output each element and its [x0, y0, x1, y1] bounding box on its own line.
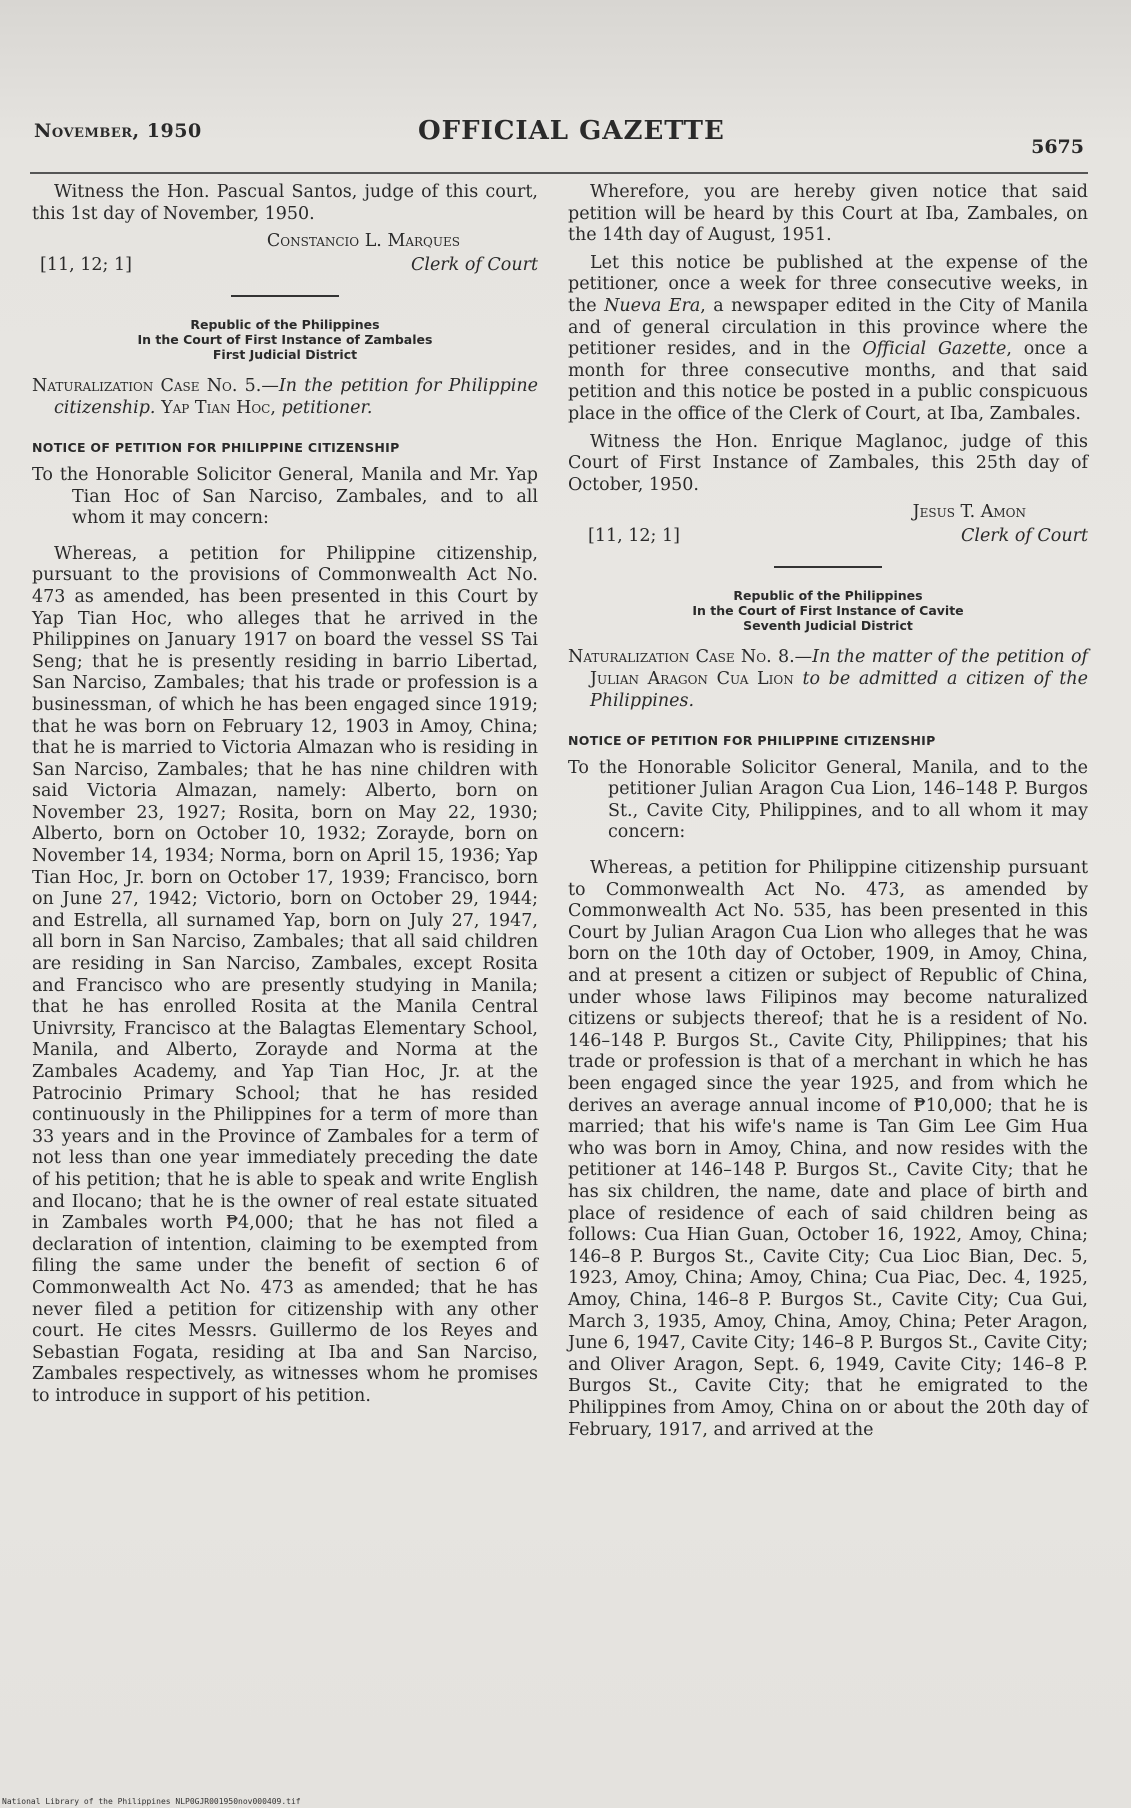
case-title-end: petitioner. — [281, 397, 373, 418]
petition-body: Whereas, a petition for Philippine citizenship, pursuant to the provisions of Commonwealth Act No. 473 as amended, has been presented in this Court by Yap Tian Hoc, who alleges that he arrived in the Philippines on January 1917 on board the vessel SS Tai Seng; that he is presently residing in barrio Libertad, San Narciso, Zambales; that his trade or profession is a businessman, of which he has been engaged since 1919; that he was born on February 12, 1903 in Amoy, China; that he is married to Victoria Almazan who is residing in San Narciso, Zambales; that he has nine children with said Victoria Almazan, namely: Alberto, born on November 23, 1927; Rosita, born on May 22, 1930; Alberto, born on October 10, 1932; Zorayde, born on November 14, 1934; Norma, born on April 15, 1936; Yap Tian Hoc, Jr. born on October 17, 1939; Francisco, born on June 27, 1942; Victorio, born on October 29, 1944; and Estrella, all surnamed Yap, born on July 27, 1947, all born in San Narciso, Zambales; that all said children are residing in San Narciso, Zambales, except Rosita and Francisco who are presently studying in Manila; that he has enrolled Rosita at the Manila Central Univrsity, Francisco at the Balagtas Elementary School, Manila, and Alberto, Zorayde and Norma at the Zambales Academy, and Yap Tian Hoc, Jr. at the Patrocinio Primary School; that he has resided continuously in the Philippines for a term of more than 33 years and in the Province of Zambales for a term of not less than one year immediately preceding the date of his petition; that he is able to speak and write English and Ilocano; that he is the owner of real estate situated in Zambales worth ₱4,000; that he has not filed a declaration of intention, claiming to be exempted from filing the same under the benefit of section 6 of Commonwealth Act No. 473 as amended; that he has never filed a petition for citizenship with any other court. He cites Messrs. Guillermo de los Reyes and Sebastian Fogata, residing at Iba and San Narciso, Zambales respectively, as witnesses whom he promises to introduce in support of his petition. — [32, 543, 538, 1406]
publication-code: [11, 12; 1] — [588, 526, 680, 547]
newspaper-name: Nueva Era — [604, 295, 701, 316]
signature-block — [568, 502, 1088, 550]
court-line: Republic of the Philippines — [733, 588, 923, 604]
publication-text: Let this notice be published at the expense of the petitioner, once a week for three consecutive weeks, in the — [568, 252, 1088, 316]
header-date: November, 1950 — [34, 120, 202, 142]
page-header — [34, 112, 1084, 162]
case-label: Naturalization Case No. 5. — [32, 376, 262, 397]
court-line: In the Court of First Instance of Zambales — [137, 332, 433, 348]
publication-paragraph — [568, 253, 1088, 426]
signatory-role: Clerk of Court — [410, 255, 538, 276]
case-label: Naturalization Case No. 8. — [568, 647, 795, 668]
publication-text: , a newspaper edited in the City of Manila and of general circulation in this province where the petitioner resides, and in the — [568, 295, 1088, 360]
addressee: To the Honorable Solicitor General, Manila and Mr. Yap Tian Hoc of San Narciso, Zambales, and to all whom it may concern: — [32, 464, 538, 529]
case-title: —In the petition for Philippine citizenship. — [54, 376, 539, 418]
case-petitioner: Yap Tian Hoc, — [161, 397, 276, 418]
case-petitioner: Julian Aragon Cua Lion — [590, 668, 794, 689]
court-line: In the Court of First Instance of Cavite — [692, 603, 964, 619]
case-title: —In the matter of the petition of — [794, 647, 1088, 668]
case-caption — [568, 647, 1088, 712]
header-title: OFFICIAL GAZETTE — [418, 116, 725, 146]
court-line: First Judicial District — [212, 347, 358, 363]
gazette-name: Official Gazette — [862, 339, 1007, 360]
signatory-name: Jesus T. Amon — [912, 502, 1026, 523]
case-caption — [32, 376, 538, 419]
header-rule — [30, 172, 1088, 174]
case-title-end: to be admitted a citizen of the Philippines. — [590, 668, 1088, 711]
right-column — [568, 182, 1088, 1447]
court-heading — [568, 588, 1088, 633]
section-divider — [774, 566, 882, 568]
witness-paragraph: Witness the Hon. Pascual Santos, judge of this court, this 1st day of November, 1950. — [32, 182, 538, 224]
court-heading — [32, 317, 538, 362]
header-page-number: 5675 — [1031, 136, 1084, 158]
signature-block — [32, 231, 538, 279]
court-line: Republic of the Philippines — [190, 317, 380, 333]
petition-body: Whereas, a petition for Philippine citizenship pursuant to Commonwealth Act No. 473, as amended by Commonwealth Act No. 535, has been presented in this Court by Julian Aragon Cua Lion who alleges that he was born on the 10th day of October, 1909, in Amoy, China, and at present a citizen or subject of Republic of China, under whose laws Filipinos may become naturalized citizens or subjects thereof; that he is a resident of No. 146–148 P. Burgos St., Cavite City, Philippines; that his trade or profession is that of a merchant in which he has been engaged since the year 1925, and from which he derives an average annual income of ₱10,000; that he is married; that his wife's name is Tan Gim Lee Gim Hua who was born in Amoy, China, and now resides with the petitioner at 146–148 P. Burgos St., Cavite City; that he has six children, the name, date and place of birth and place of residence of each of said children being as follows: Cua Hian Guan, October 16, 1922, Amoy, China; 146–8 P. Burgos St., Cavite City; Cua Lioc Bian, Dec. 5, 1923, Amoy, China; Amoy, China; Cua Piac, Dec. 4, 1925, Amoy, China, 146–8 P. Burgos St., Cavite City; Cua Gui, March 3, 1935, Amoy, China, Amoy, China; Peter Aragon, June 6, 1947, Cavite City; 146–8 P. Burgos St., Cavite City; and Oliver Aragon, Sept. 6, 1949, Cavite City; 146–8 P. Burgos St., Cavite City; that he emigrated to the Philippines from Amoy, China on or about the 20th day of February, 1917, and arrived at the — [568, 858, 1088, 1440]
hearing-paragraph: Wherefore, you are hereby given notice that said petition will be heard by this Court at Iba, Zambales, on the 14th day of August, 1951. — [568, 182, 1088, 246]
addressee: To the Honorable Solicitor General, Manila, and to the petitioner Julian Aragon Cua Lion, 146–148 P. Burgos St., Cavite City, Philippines, and to all whom it may concern: — [568, 757, 1088, 843]
publication-text: , once a month for three consecutive months, and that said petition and this notice be posted in a public conspicuous place in the office of the Clerk of Court, at Iba, Zambales. — [568, 339, 1088, 424]
notice-title: NOTICE OF PETITION FOR PHILIPPINE CITIZENSHIP — [32, 440, 400, 456]
publication-code: [11, 12; 1] — [40, 255, 132, 276]
witness-paragraph: Witness the Hon. Enrique Maglanoc, judge of this Court of First Instance of Zambales, this 25th day of October, 1950. — [568, 431, 1088, 495]
signatory-name: Constancio L. Marques — [266, 231, 460, 252]
scan-footer: National Library of the Philippines NLP0GJR001950nov000409.tif — [2, 1797, 301, 1806]
notice-title: NOTICE OF PETITION FOR PHILIPPINE CITIZENSHIP — [568, 733, 936, 749]
section-divider — [231, 295, 339, 297]
signatory-role: Clerk of Court — [960, 526, 1088, 547]
court-line: Seventh Judicial District — [743, 618, 913, 634]
left-column — [32, 182, 538, 1414]
